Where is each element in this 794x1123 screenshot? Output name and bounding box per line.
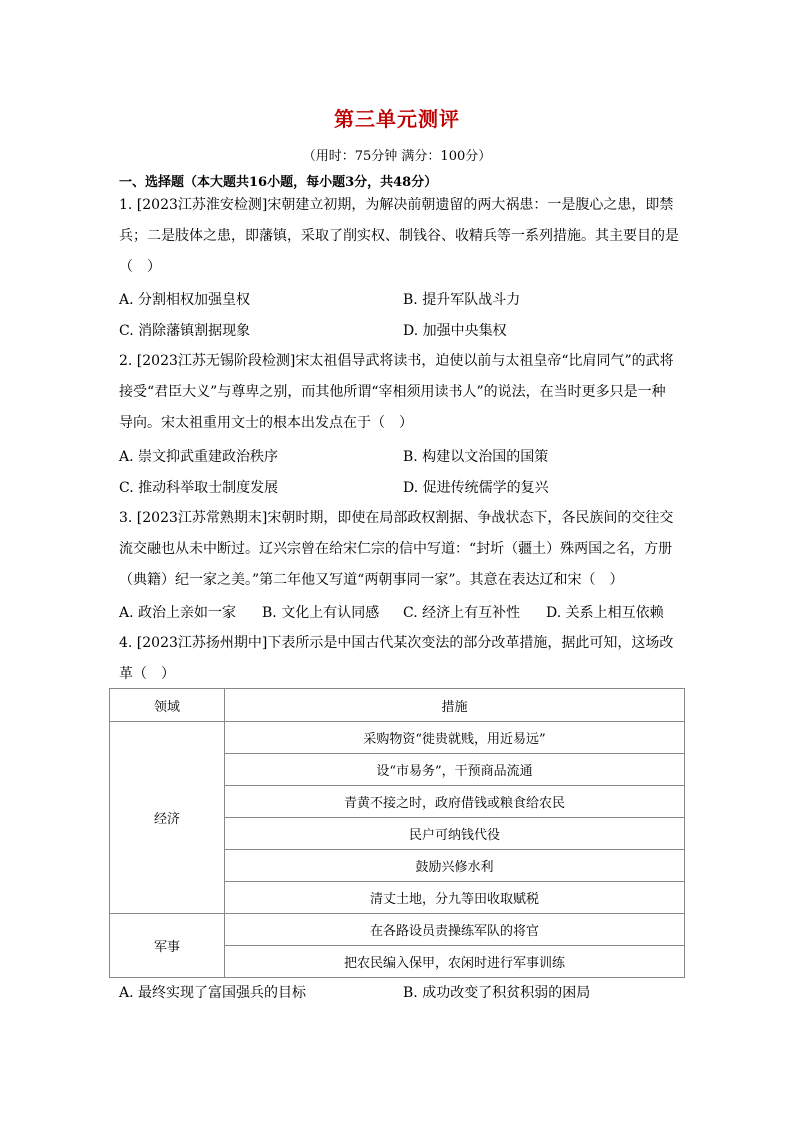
page-title: 第三单元测评 bbox=[334, 107, 460, 131]
field-economy: 经济 bbox=[110, 722, 225, 914]
q2-option-a: A. 崇文抑武重建政治秩序 bbox=[119, 449, 279, 465]
measure-cell: 青黄不接之时，政府借钱或粮食给农民 bbox=[225, 786, 685, 818]
q2-option-c: C. 推动科举取士制度发展 bbox=[119, 480, 279, 496]
q4-option-a: A. 最终实现了富国强兵的目标 bbox=[119, 985, 307, 1001]
q3-option-a: A. 政治上亲如一家 bbox=[119, 605, 237, 621]
reform-measures-table bbox=[109, 688, 685, 978]
measure-cell: 鼓励兴修水利 bbox=[225, 850, 685, 882]
q1-option-a: A. 分割相权加强皇权 bbox=[119, 292, 251, 308]
q1-option-b: B. 提升军队战斗力 bbox=[403, 292, 521, 308]
q1-option-c: C. 消除藩镇割据现象 bbox=[119, 323, 251, 339]
measure-cell: 民户可纳钱代役 bbox=[225, 818, 685, 850]
q3-option-d: D. 关系上相互依赖 bbox=[546, 605, 664, 621]
exam-info: （用时：75分钟 满分：100分） bbox=[302, 149, 492, 164]
question-2-stem: 2. [2023江苏无锡阶段检测]宋太祖倡导武将读书，迫使以前与太祖皇帝“比肩同气”的武将接受“君臣大义”与尊卑之别，而其他所谓“宰相须用读书人”的说法，在当时更多只是一种导向。宋太祖重用文士的根本出发点在于（ ） bbox=[119, 353, 674, 431]
measure-cell: 设“市易务”，干预商品流通 bbox=[225, 754, 685, 786]
q3-option-c: C. 经济上有互补性 bbox=[403, 605, 521, 621]
q4-option-b: B. 成功改变了积贫积弱的困局 bbox=[403, 985, 591, 1001]
question-1-stem: 1. [2023江苏淮安检测]宋朝建立初期，为解决前朝遗留的两大祸患：一是腹心之患，即禁兵；二是肢体之患，即藩镇，采取了削实权、制钱谷、收精兵等一系列措施。其主要目的是（ ） bbox=[119, 197, 679, 275]
q3-option-b: B. 文化上有认同感 bbox=[262, 605, 380, 621]
q2-option-b: B. 构建以文治国的国策 bbox=[403, 449, 549, 465]
table-header-field: 领域 bbox=[110, 689, 225, 722]
measure-cell: 把农民编入保甲，农闲时进行军事训练 bbox=[225, 946, 685, 978]
table-row bbox=[110, 722, 685, 754]
table-header-measures: 措施 bbox=[225, 689, 685, 722]
table-row bbox=[110, 914, 685, 946]
question-3-stem: 3. [2023江苏常熟期末]宋朝时期，即使在局部政权割据、争战状态下，各民族间的交往交流交融也从未中断过。辽兴宗曾在给宋仁宗的信中写道：“封圻（疆土）殊两国之名，方册（典籍）纪一家之美。”第二年他又写道“两朝事同一家”。其意在表达辽和宋（ ） bbox=[119, 510, 674, 588]
table-header-row bbox=[110, 689, 685, 722]
section-heading: 一、选择题（本大题共16小题，每小题3分，共48分） bbox=[119, 175, 438, 190]
q2-option-d: D. 促进传统儒学的复兴 bbox=[403, 480, 549, 496]
q1-option-d: D. 加强中央集权 bbox=[403, 323, 507, 339]
measure-cell: 采购物资“徙贵就贱，用近易远” bbox=[225, 722, 685, 754]
field-military: 军事 bbox=[110, 914, 225, 978]
measure-cell: 清丈土地，分九等田收取赋税 bbox=[225, 882, 685, 914]
measure-cell: 在各路设员责操练军队的将官 bbox=[225, 914, 685, 946]
question-4-stem: 4. [2023江苏扬州期中]下表所示是中国古代某次变法的部分改革措施，据此可知，这场改革（ ） bbox=[119, 635, 674, 682]
